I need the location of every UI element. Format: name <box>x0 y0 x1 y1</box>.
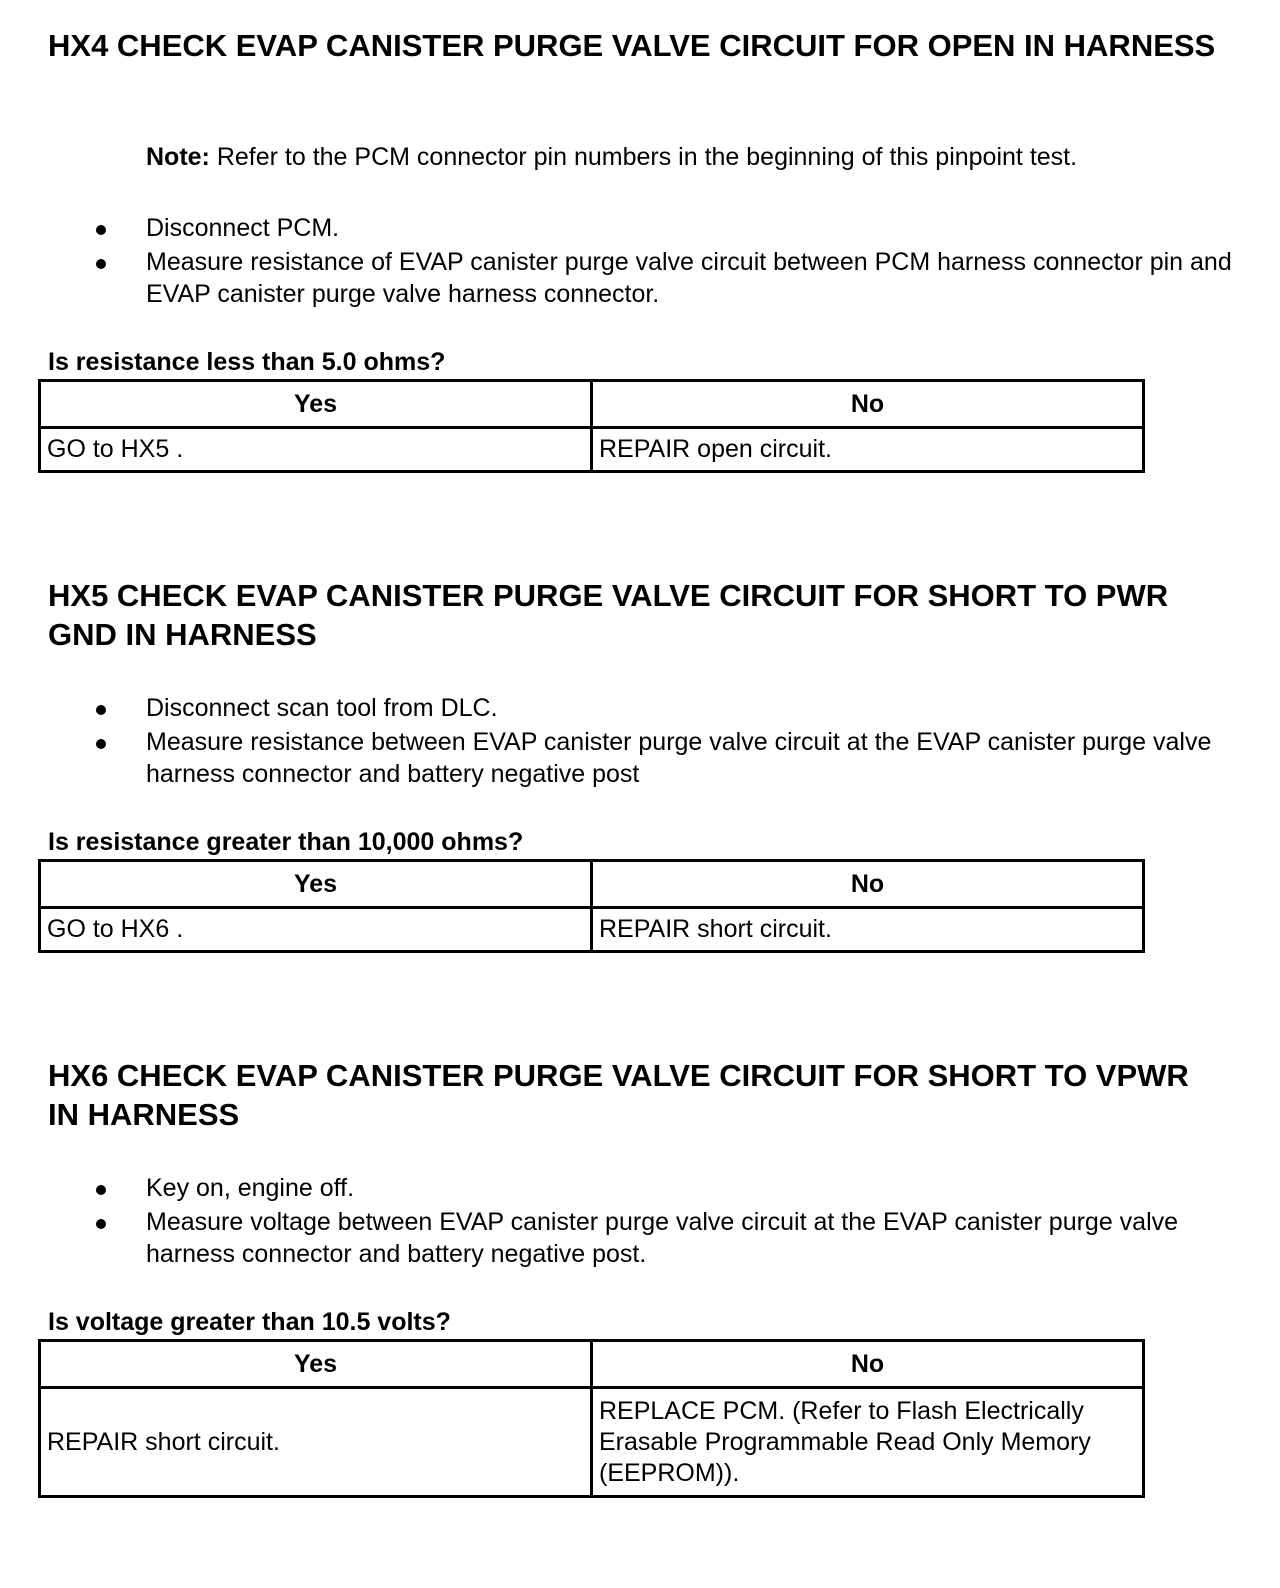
step-text: Disconnect PCM. <box>146 214 340 242</box>
step-text: Disconnect scan tool from DLC. <box>146 694 498 722</box>
table-row <box>40 428 1144 472</box>
list-item <box>0 246 1260 310</box>
no-action: REPAIR open circuit. <box>592 428 1144 472</box>
yes-action: GO to HX5 . <box>40 428 592 472</box>
bullet-icon <box>96 259 106 269</box>
bullet-icon <box>96 1185 106 1195</box>
question: Is voltage greater than 10.5 volts? <box>48 1308 451 1336</box>
bullet-icon <box>96 1219 106 1229</box>
table-header-row <box>40 381 1144 428</box>
no-action: REPLACE PCM. (Refer to Flash Electrically Erasable Programmable Read Only Memory (EEPROM)). <box>592 1388 1144 1497</box>
yes-action: GO to HX6 . <box>40 908 592 952</box>
yes-no-table <box>38 859 1145 953</box>
note <box>146 142 1077 172</box>
no-header: No <box>592 861 1144 908</box>
no-header: No <box>592 381 1144 428</box>
yes-header: Yes <box>40 381 592 428</box>
step-text: Key on, engine off. <box>146 1174 355 1202</box>
list-item <box>0 1206 1260 1270</box>
section-title: HX4 CHECK EVAP CANISTER PURGE VALVE CIRCUIT FOR OPEN IN HARNESS <box>48 28 1216 63</box>
table-row <box>40 908 1144 952</box>
list-item <box>0 212 1260 244</box>
note-text: Refer to the PCM connector pin numbers in the beginning of this pinpoint test. <box>209 143 1078 171</box>
no-action: REPAIR short circuit. <box>592 908 1144 952</box>
bullet-icon <box>96 705 106 715</box>
yes-action: REPAIR short circuit. <box>40 1388 592 1497</box>
step-text: Measure resistance between EVAP canister purge valve circuit at the EVAP canister purge valve harness connector and battery negative post <box>146 728 1212 788</box>
step-list <box>0 1172 1260 1270</box>
list-item <box>0 692 1260 724</box>
list-item <box>0 1172 1260 1204</box>
yes-no-table <box>38 1339 1145 1498</box>
step-text: Measure resistance of EVAP canister purge valve circuit between PCM harness connector pin and EVAP canister purge valve harness connector. <box>146 248 1232 308</box>
table-row <box>40 1388 1144 1497</box>
question: Is resistance less than 5.0 ohms? <box>48 348 446 376</box>
yes-header: Yes <box>40 1341 592 1388</box>
note-label: Note: <box>146 143 210 171</box>
section-title: HX5 CHECK EVAP CANISTER PURGE VALVE CIRCUIT FOR SHORT TO PWR GND IN HARNESS <box>48 578 1169 652</box>
yes-header: Yes <box>40 861 592 908</box>
yes-no-table <box>38 379 1145 473</box>
table-header-row <box>40 1341 1144 1388</box>
list-item <box>0 726 1260 790</box>
question: Is resistance greater than 10,000 ohms? <box>48 828 524 856</box>
step-list <box>0 692 1260 790</box>
bullet-icon <box>96 739 106 749</box>
step-list <box>0 212 1260 310</box>
bullet-icon <box>96 225 106 235</box>
section-title: HX6 CHECK EVAP CANISTER PURGE VALVE CIRCUIT FOR SHORT TO VPWR IN HARNESS <box>48 1058 1189 1132</box>
no-header: No <box>592 1341 1144 1388</box>
step-text: Measure voltage between EVAP canister purge valve circuit at the EVAP canister purge valve harness connector and battery negative post. <box>146 1208 1179 1268</box>
table-header-row <box>40 861 1144 908</box>
